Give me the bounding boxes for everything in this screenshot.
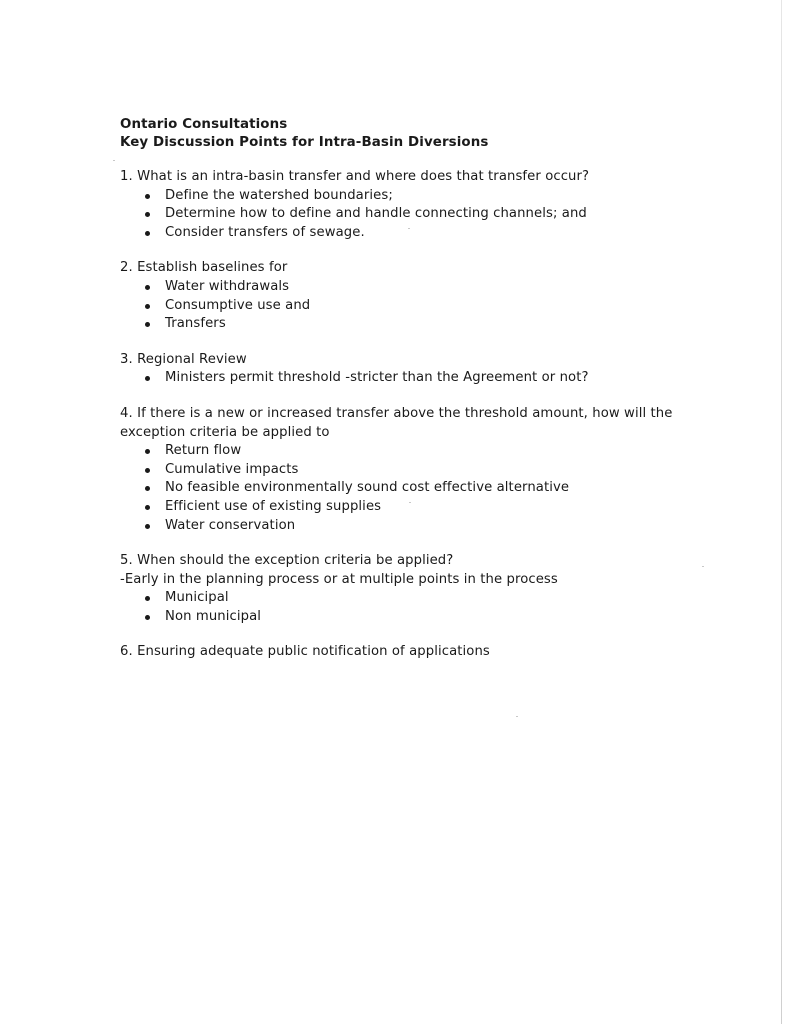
discussion-question: 6. Ensuring adequate public notification of applications — [120, 644, 490, 660]
bullet-list — [120, 278, 680, 334]
bullet-item: Return flow — [142, 442, 680, 461]
discussion-question: 3. Regional Review — [120, 351, 247, 367]
bullet-item: Determine how to define and handle connecting channels; and — [142, 205, 680, 224]
bullet-item: No feasible environmentally sound cost effective alternative — [142, 479, 680, 498]
document-heading — [120, 116, 680, 151]
bullet-item: Consider transfers of sewage. — [142, 224, 680, 243]
bullet-item: Cumulative impacts — [142, 461, 680, 480]
bullet-list — [120, 369, 680, 388]
scan-speck — [113, 160, 115, 161]
discussion-point-6 — [120, 643, 680, 662]
bullet-item: Water withdrawals — [142, 278, 680, 297]
bullet-list — [120, 187, 680, 243]
discussion-question: 1. What is an intra-basin transfer and where does that transfer occur? — [120, 169, 590, 184]
discussion-point-5 — [120, 552, 680, 626]
bullet-list — [120, 589, 680, 626]
discussion-point-2 — [120, 259, 680, 333]
bullet-item: Define the watershed boundaries; — [142, 187, 680, 206]
discussion-points — [120, 168, 680, 662]
document-subtitle: Key Discussion Points for Intra-Basin Diversions — [120, 134, 489, 150]
bullet-item: Transfers — [142, 315, 680, 334]
bullet-item: Non municipal — [142, 608, 680, 627]
discussion-question: 4. If there is a new or increased transfer above the threshold amount, how will the exception criteria be applied to — [120, 405, 673, 440]
discussion-point-1 — [120, 168, 680, 242]
discussion-question: 5. When should the exception criteria be applied? — [120, 553, 454, 569]
scan-speck — [702, 566, 704, 567]
bullet-item: Consumptive use and — [142, 297, 680, 316]
discussion-question: 2. Establish baselines for — [120, 260, 288, 276]
document-body — [120, 116, 680, 662]
bullet-item: Ministers permit threshold -stricter than the Agreement or not? — [142, 369, 680, 388]
discussion-intro: -Early in the planning process or at multiple points in the process — [120, 571, 558, 587]
bullet-list — [120, 442, 680, 535]
scan-edge-line — [781, 0, 782, 1024]
bullet-item: Efficient use of existing supplies — [142, 498, 680, 517]
discussion-point-3 — [120, 351, 680, 388]
bullet-item: Water conservation — [142, 517, 680, 536]
scan-speck — [516, 716, 518, 717]
bullet-item: Municipal — [142, 589, 680, 608]
document-title: Ontario Consultations — [120, 117, 288, 132]
discussion-point-4 — [120, 405, 680, 535]
